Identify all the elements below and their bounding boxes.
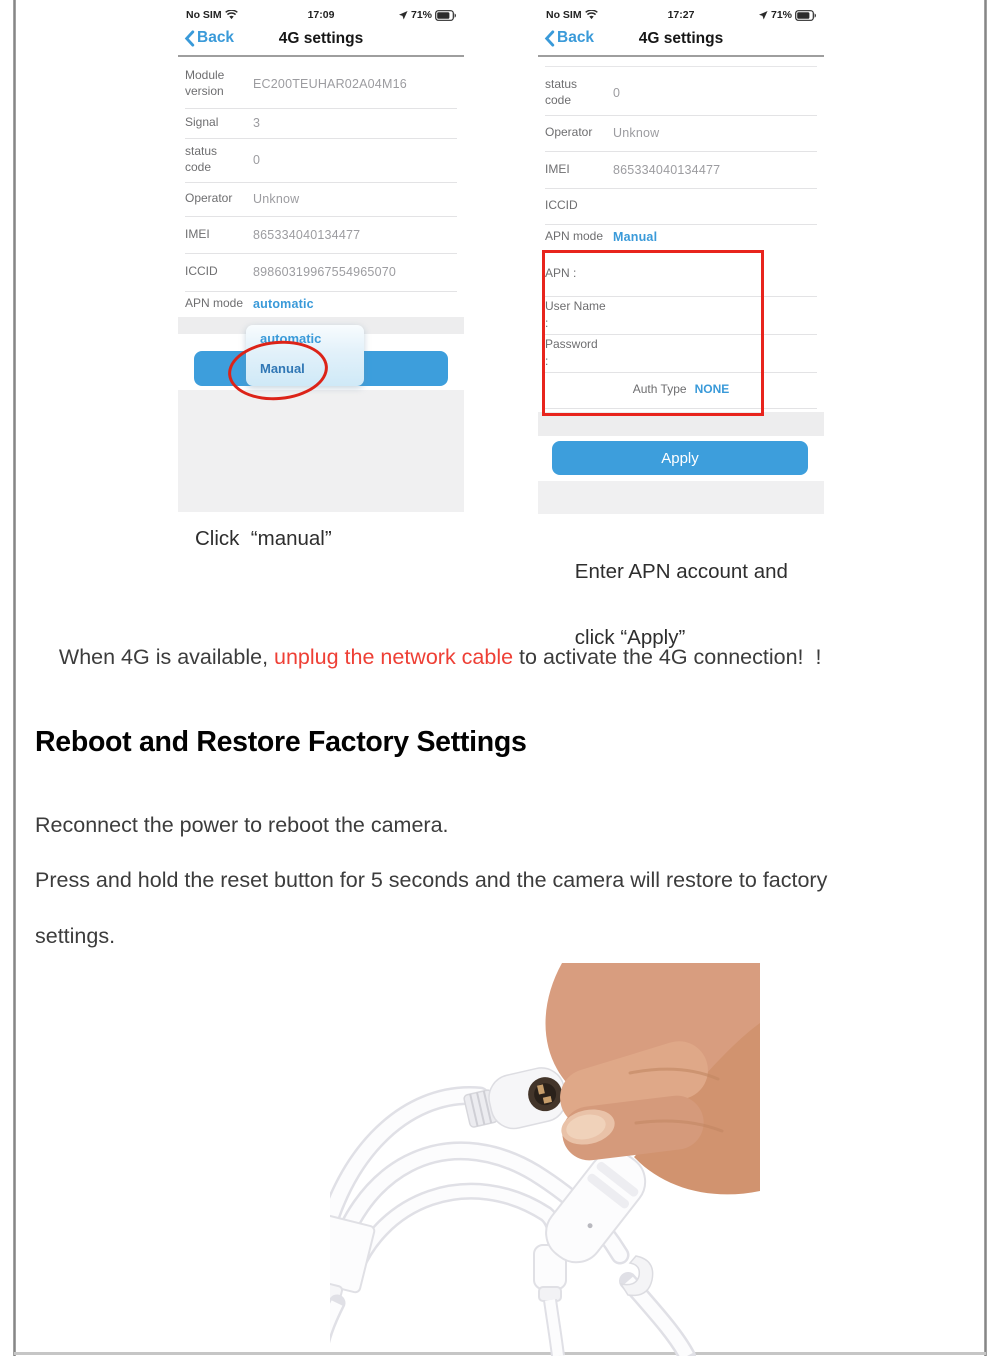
cables-illustration [330, 963, 760, 1356]
row-label: APN mode [545, 229, 604, 244]
back-label: Back [557, 29, 595, 46]
paragraph-reset-line2: settings. [35, 924, 116, 948]
photo-reset-cables [330, 963, 760, 1356]
username-field-colon: : [545, 316, 549, 330]
row-label: Operator [185, 191, 233, 206]
row-value: 3 [253, 116, 261, 130]
nav-bar [178, 26, 464, 54]
note-4g-activation [35, 620, 821, 695]
apn-mode-value[interactable]: automatic [253, 297, 314, 311]
settings-row-imei [185, 216, 457, 254]
paragraph-reboot: Reconnect the power to reboot the camera. [35, 813, 449, 837]
location-arrow-icon [399, 11, 408, 20]
caption-right-line2: click “Apply” [574, 626, 686, 649]
note-prefix: When 4G is available, [58, 645, 275, 669]
page-border-right [984, 0, 987, 1356]
settings-row-imei [545, 151, 817, 189]
row-value: Unknow [613, 126, 660, 140]
row-value: EC200TEUHAR02A04M16 [253, 77, 407, 91]
row-label: IMEI [185, 226, 210, 241]
dropdown-option-automatic[interactable]: automatic [260, 331, 322, 346]
paragraph-reset-line1: Press and hold the reset button for 5 seconds and the camera will restore to factory [35, 868, 828, 892]
section-heading: Reboot and Restore Factory Settings [35, 726, 527, 758]
row-value: 865334040134477 [613, 162, 721, 177]
hand [546, 963, 760, 1194]
row-label: Signal [185, 115, 219, 130]
settings-row-iccid [545, 188, 817, 225]
note-suffix: to activate the 4G connection! ! [513, 645, 822, 669]
settings-row-operator [545, 115, 817, 152]
carrier-label: No SIM [186, 9, 222, 21]
divider [538, 55, 824, 57]
username-field-label: User Name [545, 298, 606, 313]
settings-row-status-code [185, 138, 457, 183]
settings-row-operator [185, 182, 457, 217]
status-time: 17:27 [667, 9, 695, 21]
page-title: 4G settings [638, 30, 724, 47]
row-value: Unknow [253, 192, 300, 206]
phone-footer-area [178, 390, 464, 512]
row-label: APN mode [185, 296, 244, 311]
row-value: 0 [613, 85, 621, 100]
status-time: 17:09 [307, 9, 335, 21]
row-label: ICCID [545, 198, 578, 213]
status-bar [538, 8, 824, 24]
row-label: Operator [545, 125, 593, 140]
row-value: 865334040134477 [253, 227, 361, 242]
apply-button[interactable] [552, 441, 808, 475]
phone-screenshot-left [178, 4, 464, 512]
row-value: 0 [253, 153, 261, 167]
row-value: 89860319967554965070 [253, 265, 397, 279]
nav-bar [538, 26, 824, 54]
battery-percent: 71% [770, 9, 792, 21]
row-label: status code [185, 144, 218, 174]
status-bar [178, 8, 464, 24]
phone-footer-area [538, 481, 824, 514]
auth-type-value[interactable]: NONE [694, 382, 730, 397]
caption-right-line1: Enter APN account and [574, 560, 788, 583]
settings-row-apn-mode [545, 224, 817, 250]
battery-percent: 71% [410, 9, 432, 21]
apn-mode-value[interactable]: Manual [613, 230, 658, 244]
location-arrow-icon [759, 11, 768, 20]
settings-row-signal [185, 108, 457, 139]
red-highlight-box [542, 250, 764, 416]
settings-row-apn-mode [185, 291, 457, 317]
phone-screenshot-right [538, 4, 824, 514]
row-label: Module version [185, 68, 225, 98]
dc-plug [534, 1245, 566, 1356]
password-field-colon: : [545, 354, 549, 368]
apn-field-label: APN : [545, 266, 577, 281]
auth-type-label: Auth Type [632, 382, 687, 397]
page-border-left [13, 0, 16, 1356]
apply-button-label: Apply [661, 449, 699, 467]
row-label: ICCID [185, 264, 218, 279]
settings-row-iccid [185, 253, 457, 292]
dropdown-option-manual[interactable]: Manual [260, 361, 305, 376]
battery-icon [795, 10, 817, 21]
back-label: Back [197, 29, 235, 46]
page-title: 4G settings [278, 30, 364, 47]
settings-row-status-code [545, 70, 817, 116]
password-field-label: Password [545, 336, 598, 351]
row-label: status code [545, 76, 578, 107]
scrolled-row-divider [545, 66, 817, 67]
row-label: IMEI [545, 161, 570, 176]
divider [178, 55, 464, 57]
battery-icon [435, 10, 457, 21]
carrier-label: No SIM [546, 9, 582, 21]
note-highlight-red: unplug the network cable [274, 645, 514, 669]
caption-left: Click “manual” [195, 527, 332, 550]
held-dc-connector [461, 1063, 571, 1138]
settings-row-module-version [185, 60, 457, 109]
